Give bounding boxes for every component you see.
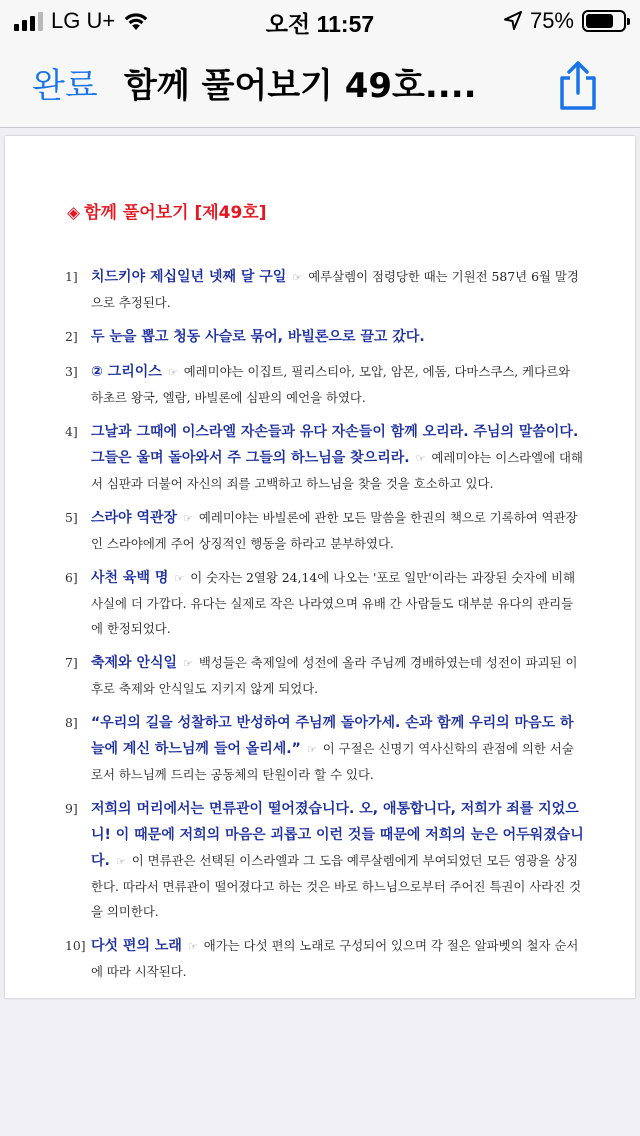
pointing-hand-icon: ☞ <box>306 743 317 756</box>
note-highlight: 사천 육백 명 <box>91 570 169 586</box>
note-description: 이 숫자는 2열왕 24,14에 나오는 '포로 일만'이라는 과장된 숫자에 비해 사실에 더 가깝다. 유다는 실제로 작은 나라였으며 유배 간 사람들도 대부분 유다의 관리들에 한정되었다. <box>91 570 576 636</box>
note-item <box>65 264 585 315</box>
pointing-hand-icon: ☞ <box>187 940 198 953</box>
note-description: 예루살렘이 점령당한 때는 기원전 587년 6월 말경으로 추정된다. <box>91 269 579 310</box>
note-description: 백성들은 축제일에 성전에 올라 주님께 경배하였는데 성전이 파괴된 이후로 축제와 안식일도 지키지 않게 되었다. <box>91 655 578 696</box>
battery-fill <box>586 14 613 28</box>
battery-icon <box>582 10 626 32</box>
note-number: 8] <box>65 715 78 730</box>
diamond-marker-icon: ◈ <box>67 203 81 223</box>
note-item <box>65 565 585 641</box>
note-number: 6] <box>65 570 78 585</box>
note-item <box>65 419 585 496</box>
heading-text: 함께 풀어보기 [제49호] <box>84 203 267 223</box>
note-highlight: 두 눈을 뽑고 청동 사슬로 묶어, 바빌론으로 끌고 갔다. <box>91 329 425 345</box>
note-description: 예레미야는 이스라엘에 대해서 심판과 더불어 자신의 죄를 고백하고 하느님을 찾을 것을 호소하고 있다. <box>91 450 583 491</box>
note-description: 애가는 다섯 편의 노래로 구성되어 있으며 각 절은 알파벳의 철자 순서에 따라 시작된다. <box>91 938 579 979</box>
pointing-hand-icon: ☞ <box>415 452 426 465</box>
note-highlight: 다섯 편의 노래 <box>91 938 182 954</box>
note-item <box>65 324 585 350</box>
note-highlight: 저희의 머리에서는 면류관이 떨어졌습니다. 오, 애통합니다, 저희가 죄를 지었으니! 이 때문에 저희의 마음은 괴롭고 이런 것들 때문에 저희의 눈은 어두워졌습니다. <box>91 801 584 869</box>
pointing-hand-icon: ☞ <box>174 572 185 585</box>
battery-percent: 75% <box>529 8 574 33</box>
document-title: 함께 풀어보기 49호.... <box>124 66 477 106</box>
done-button[interactable]: 완료 <box>32 58 98 107</box>
note-item <box>65 796 585 924</box>
document-viewer[interactable] <box>0 129 640 1136</box>
status-bar <box>0 0 640 40</box>
nav-bar <box>0 40 640 128</box>
note-item <box>65 710 585 787</box>
pointing-hand-icon: ☞ <box>167 366 178 379</box>
pointing-hand-icon: ☞ <box>115 855 126 868</box>
note-item <box>65 650 585 701</box>
pointing-hand-icon: ☞ <box>183 657 193 670</box>
location-arrow-icon <box>504 11 522 31</box>
note-description: 예레미야는 이집트, 필리스티아, 모압, 암몬, 에돔, 다마스쿠스, 케다르와 하초르 왕국, 엘람, 바빌론에 심판의 예언을 하였다. <box>91 364 571 405</box>
document-page <box>5 136 635 998</box>
notes-list <box>65 264 585 993</box>
note-highlight: 축제와 안식일 <box>91 655 178 671</box>
note-number: 5] <box>65 510 78 525</box>
note-item <box>65 933 585 984</box>
note-number: 3] <box>65 364 78 379</box>
pointing-hand-icon: ☞ <box>292 271 303 284</box>
note-highlight: 치드키야 제십일년 넷째 달 구일 <box>91 269 287 285</box>
share-button[interactable] <box>552 60 604 112</box>
note-description: 이 면류관은 선택된 이스라엘과 그 도읍 예루살렘에게 부여되었던 모든 영광을 상징한다. 따라서 면류관이 떨어졌다고 하는 것은 바로 하느님으로부터 주어진 특권이 사라진 것을 의미한다. <box>91 853 582 919</box>
note-highlight: 스라야 역관장 <box>91 510 178 526</box>
note-number: 1] <box>65 269 78 284</box>
note-highlight: ② 그리이스 <box>91 364 162 380</box>
share-icon <box>552 60 604 112</box>
note-description: 이 구절은 신명기 역사신학의 관점에 의한 서술로서 하느님께 드리는 공동체의 탄원이라 할 수 있다. <box>91 741 574 782</box>
status-right <box>504 8 626 34</box>
document-heading <box>67 198 267 223</box>
note-number: 2] <box>65 329 78 344</box>
note-highlight: “우리의 길을 성찰하고 반성하여 주님께 돌아가세. 손과 함께 우리의 마음도 하늘에 계신 하느님께 들어 올리세.” <box>91 715 574 757</box>
note-description: 예레미야는 바빌론에 관한 모든 말씀을 한권의 책으로 기록하여 역관장인 스라야에게 주어 상징적인 행동을 하라고 분부하였다. <box>91 510 578 551</box>
note-number: 7] <box>65 655 78 670</box>
status-time: 오전 11:57 <box>265 11 375 37</box>
note-item <box>65 505 585 556</box>
note-number: 9] <box>65 801 78 816</box>
note-item <box>65 359 585 410</box>
pointing-hand-icon: ☞ <box>183 512 193 525</box>
note-number: 10] <box>65 938 86 953</box>
carrier-label: LG U+ <box>51 8 116 33</box>
note-highlight: 그날과 그때에 이스라엘 자손들과 유다 자손들이 함께 오리라. 주님의 말씀이다. 그들은 울며 돌아와서 주 그들의 하느님을 찾으리라. <box>91 424 579 466</box>
note-number: 4] <box>65 424 78 439</box>
